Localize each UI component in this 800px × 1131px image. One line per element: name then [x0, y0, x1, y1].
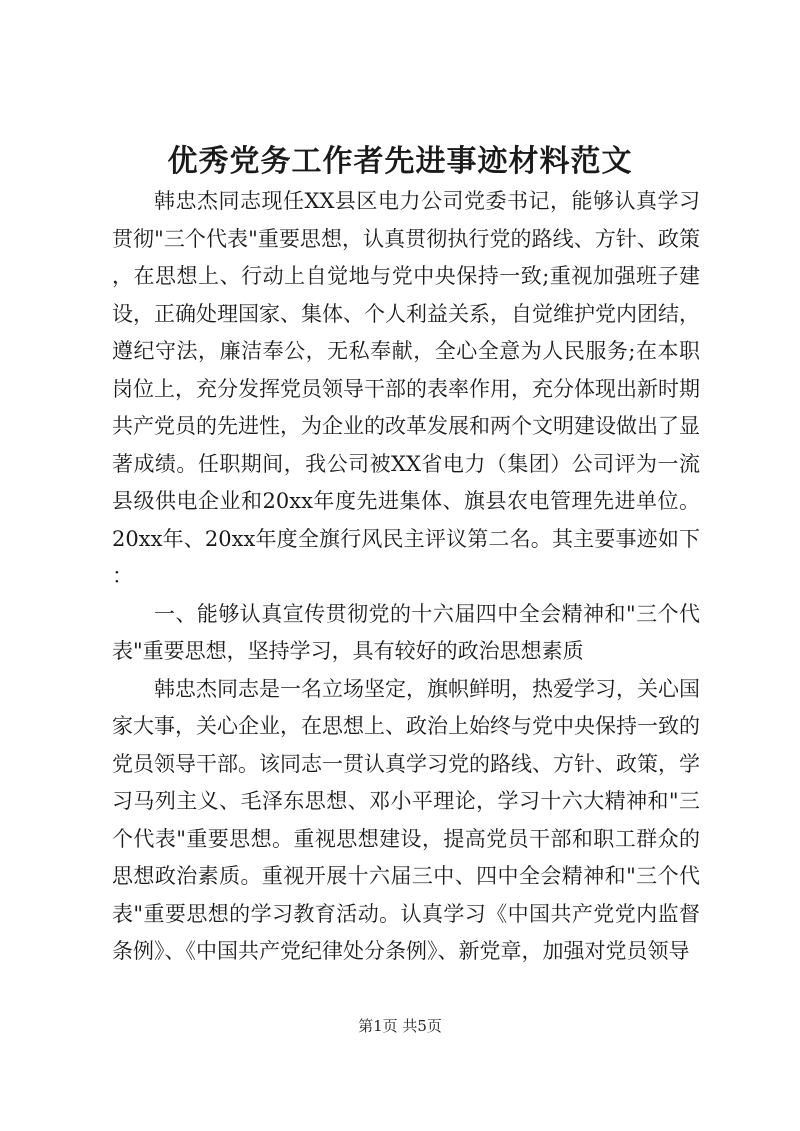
page-number-footer: 第1页 共5页: [358, 1017, 442, 1035]
paragraph-section-heading-1: 一、能够认真宣传贯彻党的十六届四中全会精神和"三个代表"重要思想，坚持学习，具有较好的政治思想素质: [112, 601, 700, 663]
document-title: 优秀党务工作者先进事迹材料范文: [167, 144, 633, 179]
paragraph-intro: 韩忠杰同志现任XX县区电力公司党委书记，能够认真学习贯彻"三个代表"重要思想，认真贯彻执行党的路线、方针、政策，在思想上、行动上自觉地与党中央保持一致;重视加强班子建设，正确处理国家、集体、个人利益关系，自觉维护党内团结，遵纪守法，廉洁奉公，无私奉献，全心全意为人民服务;在本职岗位上，充分发挥党员领导干部的表率作用，充分体现出新时期共产党员的先进性，为企业的改革发展和两个文明建设做出了显著成绩。任职期间，我公司被XX省电力（集团）公司评为一流县级供电企业和20xx年度先进集体、旗县农电管理先进单位。20xx年、20xx年度全旗行风民主评议第二名。其主要事迹如下：: [112, 189, 700, 588]
document-body: [112, 183, 700, 971]
paragraph-section-1-content: 韩忠杰同志是一名立场坚定，旗帜鲜明，热爱学习，关心国家大事，关心企业，在思想上、政治上始终与党中央保持一致的党员领导干部。该同志一贯认真学习党的路线、方针、政策，学习马列主义、毛泽东思想、邓小平理论，学习十六大精神和"三个代表"重要思想。重视思想建设，提高党员干部和职工群众的思想政治素质。重视开展十六届三中、四中全会精神和"三个代表"重要思想的学习教育活动。认真学习《中国共产党党内监督条例》、《中国共产党纪律处分条例》、新党章，加强对党员领导: [112, 676, 700, 963]
